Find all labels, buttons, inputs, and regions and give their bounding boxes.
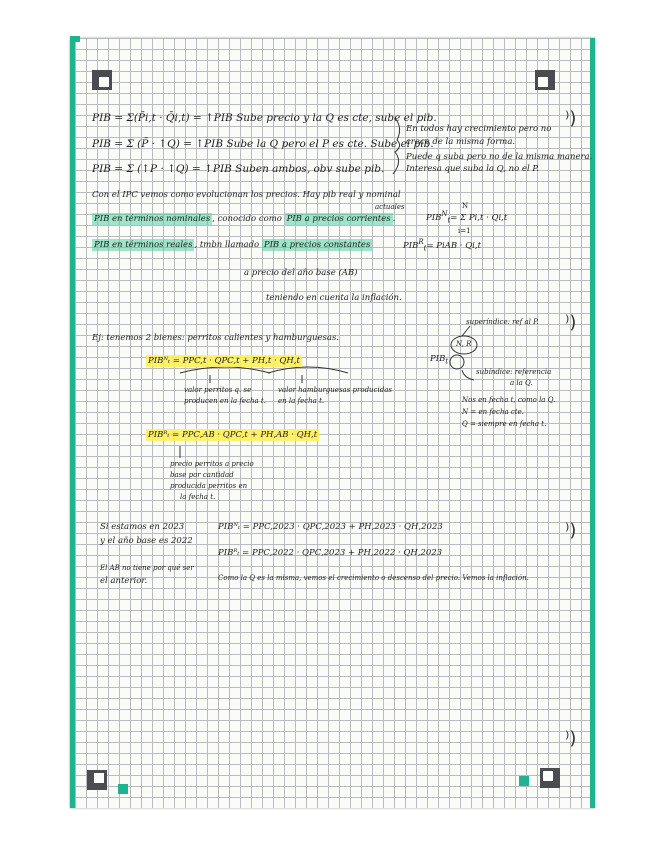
text: R (418, 238, 424, 246)
formula-line: PIB = Σ(P̄i,t · Q̄i,t) = ↑PIB Sube precio y la Q es cte, sube el pib. (92, 112, 437, 124)
note-superindice: superíndice: ref al P. (466, 318, 539, 326)
text: t (445, 357, 449, 366)
text-line: a precio del año base (AB) (244, 268, 358, 278)
binder-ring-icon: ⁾) (565, 728, 577, 749)
text-line: teniendo en cuenta la inflación. (266, 293, 402, 303)
note: valor hamburguesas producidas (278, 386, 392, 394)
note: valor perritos q. se (184, 386, 252, 394)
formula-real (146, 430, 319, 441)
text: t (423, 244, 427, 253)
pib-nominal-formula (426, 210, 507, 225)
note-fecha: N = en fecha cte. (462, 408, 524, 416)
note-subindice: subíndice: referencia (476, 368, 552, 376)
text-line: el anterior. (100, 576, 148, 586)
text: PIB (403, 240, 419, 251)
note: producida perritos en (170, 482, 248, 490)
text: N (441, 210, 448, 218)
binder-ring-icon: ⁾) (565, 312, 577, 333)
annotation-actuales: actuales (375, 203, 405, 211)
formula-line: PIB = Σ (P̄ · ↑Q) = ↑PIB Sube la Q pero el P es cte. Sube el pib. (92, 138, 434, 150)
note: precio perritos a precio (170, 460, 254, 468)
real-line (92, 240, 372, 251)
text: , conocido como (212, 214, 285, 224)
note-subindice: a la Q. (510, 379, 533, 387)
text: . (392, 214, 396, 224)
note: producen en la fecha t. (184, 397, 266, 405)
highlight-reales: PIB en términos reales (94, 240, 193, 250)
note: base por cantidad (170, 471, 234, 479)
note: la fecha t. (180, 493, 216, 501)
formula-2023-real: PIBᴿₜ = PPC,2022 · QPC,2023 + PH,2022 · QH,2023 (218, 548, 443, 558)
text: t (447, 216, 451, 225)
side-note: Puede q suba pero no de la misma manera. (406, 152, 593, 162)
text: = PiAB · Qi,t (426, 240, 481, 251)
side-note: crece de la misma forma. (406, 137, 516, 147)
note-nr: N, R (456, 340, 472, 348)
note-fecha: Nos en fecha t, como la Q. (462, 396, 556, 404)
formula-line: PIB = Σ (↑P · ↑Q) = ↑PIB Suben ambos, obv sube pib. (92, 163, 385, 175)
side-note: En todos hay crecimiento pero no (406, 124, 552, 134)
note-pibt (430, 354, 448, 366)
sum-bottom: i=1 (458, 227, 471, 235)
example-heading: Ej: tenemos 2 bienes: perritos calientes y hamburguesas. (92, 333, 340, 343)
highlight-formula: PIBᴿₜ = PPC,AB · QPC,t + PH,AB · QH,t (148, 430, 318, 440)
formula-2023-nominal: PIBᴺₜ = PPC,2023 · QPC,2023 + PH,2023 · QH,2023 (218, 522, 443, 532)
text-line: Como la Q es la misma, vemos el crecimiento o descenso del precio. Vemos la inflación. (218, 574, 529, 582)
text: = Σ Pi,t · Qi,t (450, 212, 508, 223)
sum-top: N (462, 202, 469, 210)
binder-ring-icon: ⁾) (565, 520, 577, 541)
text-line: y el año base es 2022 (100, 536, 193, 546)
text-line: Con el IPC vemos como evolucionan los precios. Hay pib real y nominal (92, 190, 401, 200)
highlight-nominal: PIB en términos nominales (94, 214, 211, 224)
side-note: Interesa que suba la Q, no el P. (406, 164, 540, 174)
text: PIB (426, 212, 442, 223)
text: , tmbn llamado (194, 240, 262, 250)
binder-ring-icon: ⁾) (565, 108, 577, 129)
text-line: El AB no tiene por qué ser (100, 564, 194, 572)
highlight-formula: PIBᴺₜ = PPC,t · QPC,t + PH,t · QH,t (148, 356, 300, 366)
formula-nominal (146, 356, 302, 367)
text-line: Si estamos en 2023 (100, 522, 185, 532)
highlight-corrientes: PIB a precios corrientes (286, 214, 391, 224)
highlight-constantes: PIB a precios constantes (263, 240, 371, 250)
note-fecha: Q = siempre en fecha t. (462, 420, 547, 428)
nominal-line (92, 214, 395, 225)
text: PIB (430, 354, 446, 364)
note: en la fecha t. (278, 397, 325, 405)
pib-real-formula (403, 238, 481, 253)
